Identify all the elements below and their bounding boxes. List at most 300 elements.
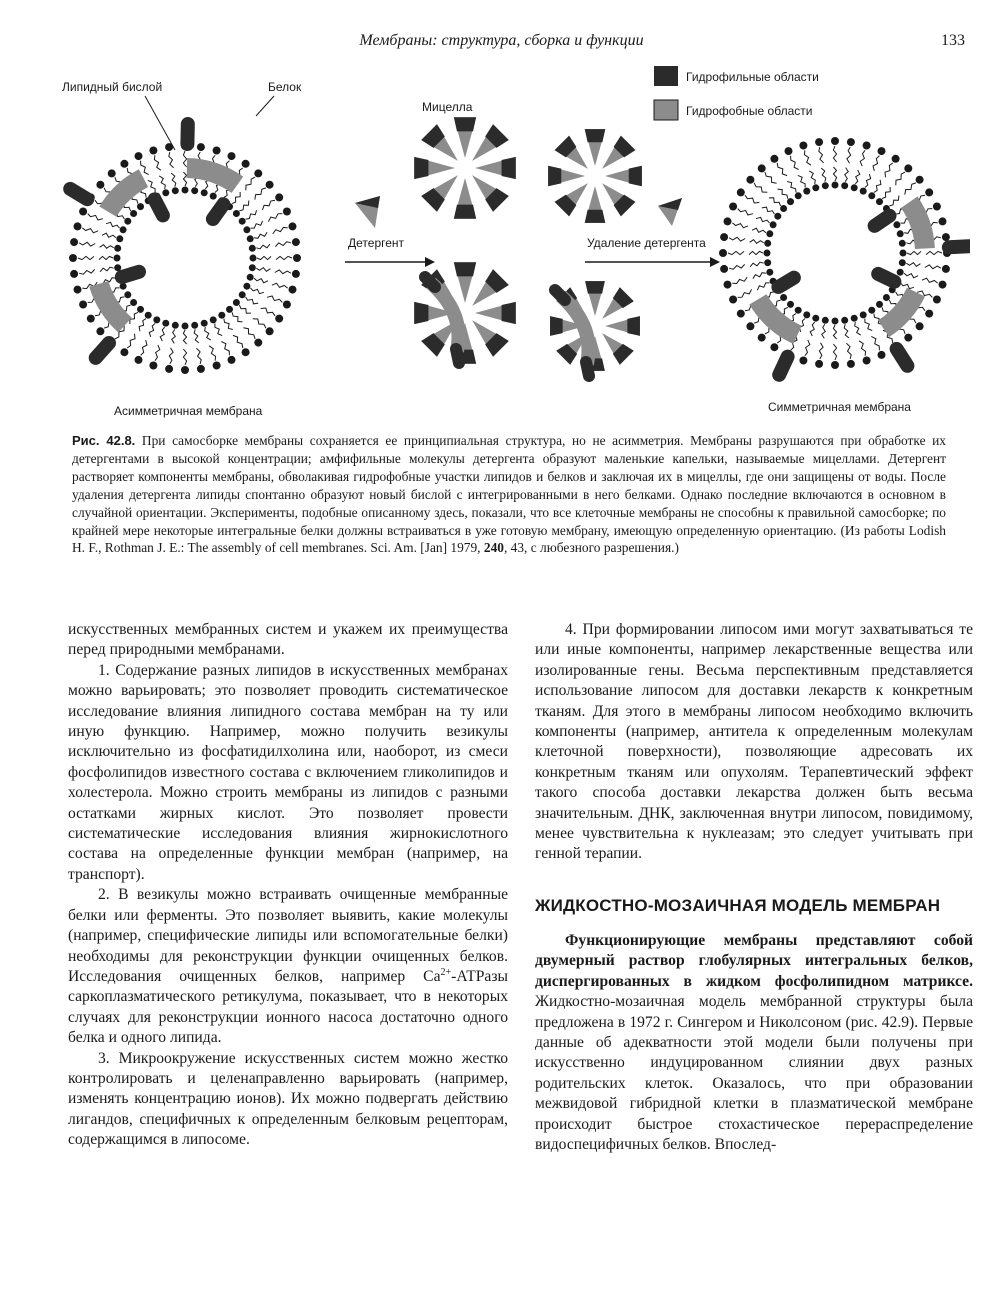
sym-lipid-head [878,147,886,155]
sym-lipid-tail [905,183,916,195]
asym-lipid-tail [256,244,270,249]
asym-lipid-tail [155,345,160,361]
sym-lipid-head [822,182,829,189]
arrow-detergent-head [425,257,435,267]
micelle-1-detergent-head [454,205,476,219]
asym-lipid-head [247,235,254,242]
sym-lipid-head [893,221,900,228]
sym-lipid-head [764,240,771,247]
figure-42-8 [50,58,970,428]
asym-lipid-head [218,312,225,319]
asym-lipid-head [191,187,198,194]
asym-lipid-tail [102,233,116,238]
sym-lipid-head [831,137,839,145]
sym-lipid-tail [809,171,815,184]
sym-lipid-tail [756,217,769,223]
asym-lipid-tail [100,245,114,249]
sym-lipid-head [746,322,754,330]
asym-lipid-tail [262,200,275,210]
sym-lipid-head [860,311,867,318]
sym-lipid-head [883,294,890,301]
asym-lipid-head [250,255,257,262]
asym-lipid-head [213,362,221,370]
sym-lipid-tail [732,277,747,284]
sym-lipid-head [724,217,732,225]
sym-lipid-head [831,361,839,369]
asym-protein-hydrophilic [96,343,109,358]
sym-lipid-head [851,315,858,322]
asym-lipid-head [130,299,137,306]
asym-lipid-tail [246,297,259,304]
sym-lipid-tail [745,195,759,203]
sym-lipid-tail [871,336,879,350]
asym-lipid-tail [169,348,173,364]
sym-lipid-tail [738,209,753,215]
asym-lipid-tail [275,242,291,247]
asym-lipid-tail [239,201,249,211]
sym-lipid-head [863,357,871,365]
sym-lipid-head [925,310,933,318]
asym-lipid-head [275,193,283,201]
sym-lipid-head [868,307,875,314]
leader-lipid-bilayer [145,96,175,150]
asym-lipid-tail [246,177,255,190]
asym-lipid-head [283,208,291,216]
sym-lipid-tail [845,168,849,182]
sym-lipid-tail [865,319,872,331]
label-detergent: Детергент [348,236,405,250]
sym-lipid-tail [901,283,914,289]
sym-lipid-tail [906,263,920,267]
asym-lipid-tail [171,173,176,187]
asym-lipid-tail [149,324,155,337]
asym-lipid-head [191,322,198,329]
asym-lipid-head [242,348,250,356]
legend-hydrophobic-label: Гидрофобные области [686,104,813,118]
asym-lipid-head [247,274,254,281]
sym-lipid-tail [753,273,766,279]
asym-lipid-tail [233,335,243,348]
paragraph-intro: искусственных мембранных систем и укажем их преимущества перед природными мембранами. [68,621,508,659]
asym-lipid-tail [239,305,251,313]
asym-lipid-tail [215,324,222,336]
sym-lipid-head [780,205,787,212]
sym-protein-hydrophilic [949,246,969,247]
asym-lipid-tail [246,210,257,219]
asym-lipid-head [172,322,179,329]
asym-lipid-tail [257,256,271,259]
asym-lipid-head [181,366,189,374]
asym-lipid-tail [82,228,98,233]
asym-lipid-head [213,147,221,155]
asym-lipid-head [74,222,82,230]
asym-lipid-head [243,226,250,233]
sym-lipid-tail [833,146,836,162]
sym-lipid-head [795,192,802,199]
asym-lipid-tail [127,334,135,348]
sym-lipid-tail [798,175,805,187]
sym-lipid-tail [752,228,766,233]
asym-lipid-tail [255,188,266,200]
asym-lipid-head [228,356,236,364]
sym-lipid-head [758,334,766,342]
asym-lipid-head [293,254,301,262]
sym-lipid-head [729,296,737,304]
sym-lipid-tail [765,172,777,183]
asym-lipid-head [135,356,143,364]
caption-volume: 240 [483,540,504,556]
asym-lipid-head [149,147,157,155]
sym-protein-hydrophilic [878,274,894,282]
asym-lipid-tail [141,161,149,175]
paragraph-item-4: 4. При формировании липосом ими могут захватываться те или иные компоненты, например лекарственные вещества или изолированные гены. Весьма перспективным представляется использование липосом для доставки лекарств к конкретным тканям. Для этого в мембраны липосом необходимо включить компоненты (например, антитела к определенным молекулам клеточной поверхности), позволяющие адресовать их конкретным тканям или опухолям. Терапевтический эффект такого способа доставки лекарства должен быть весьма значительным. ДНК, заключенная внутри липосом, повидимому, менее чувствительна к нуклеазам; это следует учитывать при генной терапии. [535,621,973,863]
asym-protein-hydrophilic [213,204,224,219]
asym-lipid-tail [221,341,229,355]
sym-lipid-tail [882,187,890,199]
sym-lipid-tail [750,262,764,267]
asym-lipid-tail [276,256,292,259]
micelle-1-detergent-head [502,157,516,179]
asym-lipid-head [87,315,95,323]
sym-lipid-head [863,142,871,150]
asym-lipid-head [79,301,87,309]
asym-lipid-head [114,255,121,262]
micelle-2-detergent-head [629,166,642,187]
micelle-4-detergent-head [550,316,563,336]
label-detergent-removal: Удаление детергента [587,236,706,250]
asym-lipid-head [210,193,217,200]
asym-lipid-tail [183,349,186,365]
sym-lipid-head [904,334,912,342]
sym-protein-hydrophilic [875,216,890,226]
sym-lipid-head [942,265,950,273]
micelle-1-detergent-head [454,117,476,131]
sym-lipid-head [758,164,766,172]
sym-lipid-tail [855,170,860,184]
item-2-text-b: -АТРазы саркоплазматического ретикулума, показывает, что в некоторых случаях для реконструкции ионного насоса достаточно одного белка и одного липида. [68,967,508,1047]
item-2-text-a: 2. В везикулы можно встраивать очищенные мембранные белки или ферменты. Это позволяет выявить, какие молекулы (например, специфические липиды или вспомогательные белки) необходимы для реконструкции функции очищенных белков. Исследования очищенных белков, например Ca [68,886,508,985]
asym-lipid-head [172,187,179,194]
asym-lipid-tail [172,329,176,343]
item-2-superscript: 2+ [440,966,452,978]
sym-lipid-head [803,188,810,195]
asym-lipid-tail [79,242,95,246]
sym-lipid-head [933,203,941,211]
asym-lipid-tail [194,329,199,343]
sym-lipid-head [780,294,787,301]
micelle-2-detergent-head [585,210,606,223]
sym-lipid-head [799,142,807,150]
asym-lipid-head [165,365,173,373]
asym-lipid-tail [232,312,242,322]
asym-lipid-head [266,327,274,335]
asym-lipid-head [289,286,297,294]
sym-lipid-head [841,182,848,189]
asym-lipid-head [228,152,236,160]
sym-lipid-tail [925,265,941,269]
sym-lipid-tail [896,172,905,185]
asym-lipid-head [239,291,246,298]
asym-lipid-head [233,299,240,306]
asym-lipid-head [96,327,104,335]
asym-lipid-head [233,210,240,217]
asym-lipid-tail [99,256,113,259]
asym-lipid-tail [232,192,240,204]
asym-lipid-head [69,254,77,262]
asym-lipid-head [70,270,78,278]
caption-text: При самосборке мембраны сохраняется ее принципиальная структура, но не асимметрия. Мембраны разрушаются при обработке их детергентами в высокой концентрации; амфифильные молекулы детергента образуют маленькие капельки, называемые мицеллами. Детергент растворяет компоненты мембраны, обволакивая гидрофобные участки липидов и белков и заключая их в мицеллы, где они защищены от воды. После удаления детергента липиды спонтанно образуют новый бислой с интегрированными в него белками. Однако последние включаются в основном в случайной ориентации. Эксперименты, подобные описанному здесь, показали, что все клеточные мембраны не способны к правильной самосборке; по крайней мере некоторые интегральные белки должны встраиваться в уже готовую мембрану, имеющую определенную ориентацию. (Из работы Lodish H. F., Rothman J. E.: The assembly of cell membranes. Sci. Am. [Jan] 1979, [72,433,946,556]
asym-lipid-head [114,264,121,271]
sym-lipid-head [822,317,829,324]
sym-lipid-tail [889,196,899,206]
sym-lipid-tail [805,340,810,356]
asym-lipid-tail [254,232,267,238]
sym-lipid-head [815,138,823,146]
sym-lipid-head [795,307,802,314]
sym-lipid-tail [804,150,811,165]
sym-lipid-head [729,203,737,211]
asym-lipid-head [239,218,246,225]
micelle-3-detergent-head [502,302,516,324]
sym-lipid-head [724,281,732,289]
sym-lipid-tail [822,324,826,338]
sym-lipid-head [933,296,941,304]
asym-lipid-head [226,306,233,313]
sym-lipid-head [812,184,819,191]
asym-lipid-head [249,264,256,271]
sym-lipid-head [720,265,728,273]
asym-lipid-tail [251,288,264,294]
sym-lipid-head [899,240,906,247]
sym-lipid-head [916,176,924,184]
sym-lipid-tail [819,343,823,359]
asym-lipid-tail [139,319,146,332]
sym-lipid-head [719,249,727,257]
asym-lipid-head [79,208,87,216]
sym-lipid-tail [904,273,918,278]
sym-lipid-head [737,310,745,318]
sym-lipid-head [942,233,950,241]
sym-lipid-head [939,281,947,289]
arrow-removal-head [710,257,720,267]
asym-lipid-head [249,245,256,252]
asym-lipid-head [242,160,250,168]
label-micelle: Мицелла [422,100,473,114]
sym-lipid-tail [728,251,744,254]
asym-lipid-head [197,365,205,373]
paragraph-item-2 [68,885,508,1048]
asym-lipid-tail [267,296,282,302]
asym-lipid-head [149,362,157,370]
label-symmetric-membrane: Симметричная мембрана [768,400,911,414]
asym-lipid-head [289,222,297,230]
asym-lipid-head [130,210,137,217]
legend-hydrophilic-swatch [654,66,678,86]
sym-lipid-head [851,184,858,191]
sym-lipid-head [766,269,773,276]
running-title: Мембраны: структура, сборка и функции [359,32,644,49]
sym-lipid-head [841,317,848,324]
asym-lipid-tail [268,214,282,222]
asym-lipid-tail [183,151,186,167]
micelle-3-detergent-head [454,262,476,276]
asym-lipid-head [96,181,104,189]
left-column [68,620,508,1151]
sym-lipid-head [720,233,728,241]
label-protein: Белок [268,80,302,94]
sym-lipid-tail [907,251,921,254]
asym-lipid-tail [141,340,147,355]
asym-lipid-head [135,152,143,160]
sym-lipid-tail [729,237,745,241]
asym-lipid-tail [88,214,103,220]
sym-lipid-tail [865,174,871,187]
asym-lipid-head [275,315,283,323]
asym-lipid-head [120,226,127,233]
asym-lipid-tail [160,327,165,341]
sym-lipid-head [737,188,745,196]
sym-lipid-head [770,155,778,163]
micelle-3-detergent-head [414,302,428,324]
sym-lipid-head [860,188,867,195]
membrane-figure-graphic [50,58,970,428]
sym-lipid-tail [762,207,775,214]
sym-protein-hydrophilic [779,357,787,375]
sym-lipid-tail [729,264,745,269]
sym-lipid-head [815,360,823,368]
sym-lipid-tail [819,147,824,163]
micelle-2-detergent-head [548,166,561,187]
micelle-4-micelle-protein-end [586,362,589,376]
asym-protein-hydrophilic [122,272,139,277]
sym-lipid-tail [777,163,787,176]
sym-lipid-head [847,138,855,146]
sym-lipid-tail [738,289,752,297]
asym-lipid-tail [261,308,275,316]
micelle-4-detergent-head [627,316,640,336]
asym-lipid-head [201,320,208,327]
sym-lipid-tail [754,183,767,192]
asym-lipid-tail [205,327,211,340]
asym-protein-hydrophilic [155,199,163,215]
asym-lipid-tail [243,328,255,339]
asym-lipid-head [197,143,205,151]
label-lipid-bilayer: Липидный бислой [62,80,163,94]
sym-lipid-tail [821,168,826,182]
sym-protein-hydrophilic [897,349,908,366]
sym-lipid-tail [787,182,796,193]
sym-lipid-tail [810,322,815,336]
sym-lipid-head [803,311,810,318]
sym-lipid-head [764,259,771,266]
label-asymmetric-membrane: Асимметричная мембрана [114,404,263,418]
sym-lipid-head [878,351,886,359]
sym-lipid-head [900,250,907,257]
asym-lipid-head [254,169,262,177]
asym-lipid-head [114,245,121,252]
sym-lipid-head [939,217,947,225]
sym-lipid-tail [922,278,938,283]
sym-lipid-head [897,269,904,276]
sym-lipid-head [770,221,777,228]
sym-lipid-tail [847,147,851,163]
sym-protein-hydrophilic [778,278,794,287]
page-number: 133 [941,32,965,49]
paragraph-fluid-mosaic [535,931,973,1155]
sym-lipid-head [787,198,794,205]
asym-lipid-tail [251,221,263,228]
asym-lipid-head [124,291,131,298]
asym-lipid-tail [106,222,119,228]
caption-tail: , 43, с любезного разрешения.) [503,540,679,556]
asym-lipid-head [120,348,128,356]
sym-lipid-head [899,259,906,266]
asym-lipid-tail [275,270,291,274]
asym-lipid-head [124,218,131,225]
asym-lipid-tail [273,227,288,234]
sym-lipid-head [847,360,855,368]
legend-hydrophilic-label: Гидрофильные области [686,70,819,84]
asym-lipid-head [210,316,217,323]
sym-lipid-tail [833,325,836,339]
asym-lipid-tail [148,180,155,192]
paragraph-item-3: 3. Микроокружение искусственных систем можно жестко контролировать и целенаправленно варьировать (например, изменять концентрацию ионов). Их можно подвергать действию лигандов, специфичных к определенным белковым рецепторам, содержащимся в липосоме. [68,1049,508,1149]
sym-lipid-tail [859,341,866,356]
asym-lipid-tail [256,268,270,272]
asym-lipid-tail [253,319,266,328]
asym-lipid-tail [79,269,95,274]
micelle-3-micelle-protein-end [425,277,435,287]
sym-lipid-head [787,301,794,308]
asym-protein-hydrophobic [99,284,125,325]
asym-lipid-head [70,238,78,246]
sym-lipid-tail [844,324,849,338]
micelle-4-micelle-protein-end [555,290,565,300]
asym-lipid-tail [183,172,186,186]
section-heading: ЖИДКОСТНО-МОЗАИЧНАЯ МОДЕЛЬ МЕМБРАН [535,895,941,915]
sym-lipid-tail [873,156,879,171]
asym-lipid-head [137,203,144,210]
asym-lipid-tail [159,176,165,189]
sym-lipid-tail [855,322,861,335]
sym-lipid-head [799,357,807,365]
asym-lipid-tail [78,256,94,259]
sym-lipid-tail [750,240,764,244]
asym-lipid-head [182,187,189,194]
asym-lipid-tail [169,152,174,168]
sym-lipid-tail [732,223,748,228]
sym-lipid-head [904,164,912,172]
right-column [535,620,973,1155]
asym-lipid-tail [154,155,161,170]
sym-lipid-tail [778,189,788,199]
asym-lipid-tail [224,319,233,330]
micelle-4-detergent-head [585,281,605,294]
asym-lipid-head [162,189,169,196]
sym-lipid-head [770,343,778,351]
asym-lipid-head [137,306,144,313]
sym-lipid-tail [769,198,781,206]
asym-protein-hydrophilic [70,189,87,199]
asym-lipid-tail [254,278,268,283]
micelle-2-detergent-head [585,129,606,142]
asym-lipid-head [254,339,262,347]
sym-lipid-head [832,318,839,325]
asym-lipid-tail [272,283,288,288]
sym-lipid-head [764,250,771,257]
asym-lipid-head [283,301,291,309]
asym-lipid-tail [100,267,114,272]
